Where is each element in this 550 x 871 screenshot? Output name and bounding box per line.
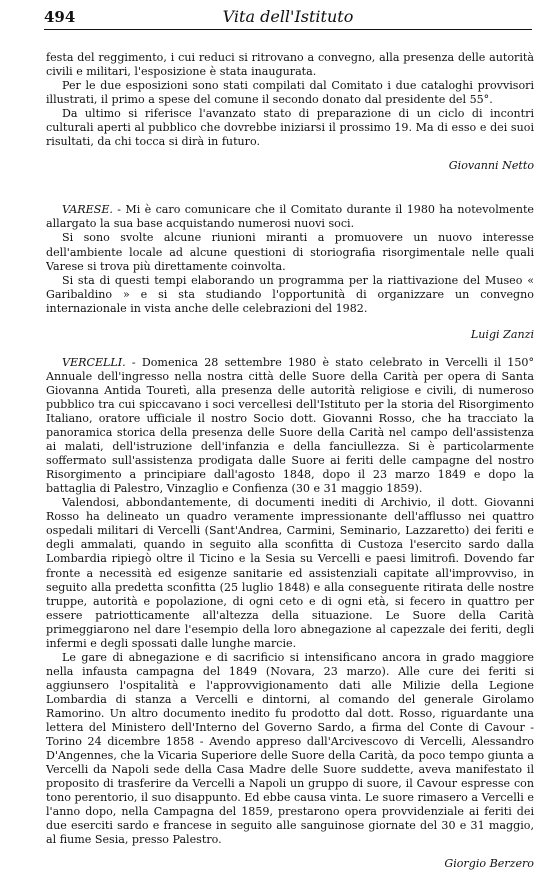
section-lead-paragraph xyxy=(46,356,534,496)
paragraph-text: - Mi è caro comunicare che il Comitato durante il 1980 ha notevolmente allargato la sua base acquistando numerosi nuovi soci. xyxy=(46,203,534,231)
author-signature: Giovanni Netto xyxy=(448,159,534,173)
place-heading: VARESE. xyxy=(62,203,113,217)
paragraph: Le gare di abnegazione e di sacrificio si intensificano ancora in grado maggiore nella infausta campagna del 1849 (Novara, 23 marzo). Alle cure dei feriti si aggiunsero l'ospitalità e l'approvvigionamento dati alle Milizie della Legione Lombardia di stanza a Vercelli e dintorni, al comando del generale Girolamo Ramorino. Un altro documento inedito fu prodotto dal dott. Rosso, riguardante una lettera del Ministero dell'Interno del Governo Sardo, a firma del Conte di Cavour - Torino 24 dicembre 1858 - Avendo appreso dall'Arcivescovo di Vercelli, Alessandro D'Angennes, che la Vicaria Superiore delle Suore della Carità, da poco tempo giunta a Vercelli da Napoli sede della Casa Madre delle Suore suddette, aveva manifestato il proposito di trasferire da Vercelli a Napoli un gruppo di suore, il Cavour espresse con tono perentorio, il suo disappunto. Ed ebbe causa vinta. Le suore rimasero a Vercelli e l'anno dopo, nella Campagna del 1859, prestarono opera provvidenziale ai feriti dei due eserciti sardo e francese in seguito alle sanguinose giornate del 30 e 31 maggio, al fiume Sesia, presso Palestro. xyxy=(46,650,534,847)
author-signature: Giorgio Berzero xyxy=(444,857,534,871)
paragraph-text: - Domenica 28 settembre 1980 è stato celebrato in Vercelli il 150° Annuale dell'ingresso nella nostra città delle Suore della Carità per opera di Santa Giovanna Antida Touretì, alla presenza delle autorità religiose e civili, di numeroso pubblico tra cui spiccavano i soci vercellesi dell'Istituto per la storia del Risorgimento Italiano, oratore ufficiale il nostro Socio dott. Giovanni Rosso, che ha tracciato la panoramica storica della presenza delle Suore della Carità nel campo dell'assistenza ai malati, dell'istruzione dell'infanzia e della fanciullezza. Si è particolarmente soffermato sull'assistenza prodigata dalle Suore ai feriti delle campagne del nostro Risorgimento a principiare dall'agosto 1848, dopo il 23 marzo 1849 e dopo la battaglia di Palestro, Vinzaglio e Confienza (30 e 31 maggio 1859). xyxy=(46,355,534,496)
header-rule xyxy=(44,29,532,30)
paragraph: Valendosi, abbondantemente, di documenti inediti di Archivio, il dott. Giovanni Rosso ha delineato un quadro veramente impressionante dell'afflusso nei quattro ospedali militari di Vercelli (Sant'Andrea, Carmini, Seminario, Lazzaretto) dei feriti e degli ammalati, quando in seguito alla sconfitta di Custoza l'esercito sardo dalla Lombardia ripiegò oltre il Ticino e la Sesia su Vercelli e paesi limitrofi. Dovendo far fronte a necessità ed esigenze sanitarie ed assistenziali capitate all'improvviso, in seguito alla predetta sconfitta (25 luglio 1848) e alla conseguente ritirata delle nostre truppe, autorità e popolazione, di ogni ceto e di ogni età, si fecero in quattro per essere patriotticamente all'altezza della situazione. Le Suore della Carità primeggiarono nel dare l'esempio della loro abnegazione al capezzale dei feriti, degli infermi e degli spossati dalle lunghe marcie. xyxy=(46,496,534,650)
author-signature: Luigi Zanzi xyxy=(470,327,534,341)
paragraph: Si sta di questi tempi elaborando un programma per la riattivazione del Museo « Garibaldino » e si sta studiando l'opportunità di organizzare un convegno internazionale in vista anche delle celebrazioni del 1982. xyxy=(46,273,534,315)
paragraph: Si sono svolte alcune riunioni miranti a promuovere un nuovo interesse dell'ambiente locale ad alcune questioni di storiografia risorgimentale nelle quali Varese si trova più direttamente coinvolta. xyxy=(46,231,534,273)
page-number: 494 xyxy=(44,8,76,26)
paragraph: festa del reggimento, i cui reduci si ritrovano a convegno, alla presenza delle autorità civili e militari, l'esposizione è stata inaugurata. xyxy=(46,51,534,79)
running-header xyxy=(44,6,532,28)
section-lead-paragraph xyxy=(46,203,534,231)
paragraph: Da ultimo si riferisce l'avanzato stato di preparazione di un ciclo di incontri culturali aperti al pubblico che dovrebbe iniziarsi il prossimo 19. Ma di esso e dei suoi risultati, da chi tocca si dirà in futuro. xyxy=(46,107,534,149)
page-body xyxy=(46,51,534,871)
paragraph: Per le due esposizioni sono stati compilati dal Comitato i due cataloghi provvisori illustrati, il primo a spese del comune il secondo donato dal presidente del 55°. xyxy=(46,79,534,107)
running-title: Vita dell'Istituto xyxy=(222,7,354,26)
place-heading: VERCELLI. xyxy=(62,355,126,369)
